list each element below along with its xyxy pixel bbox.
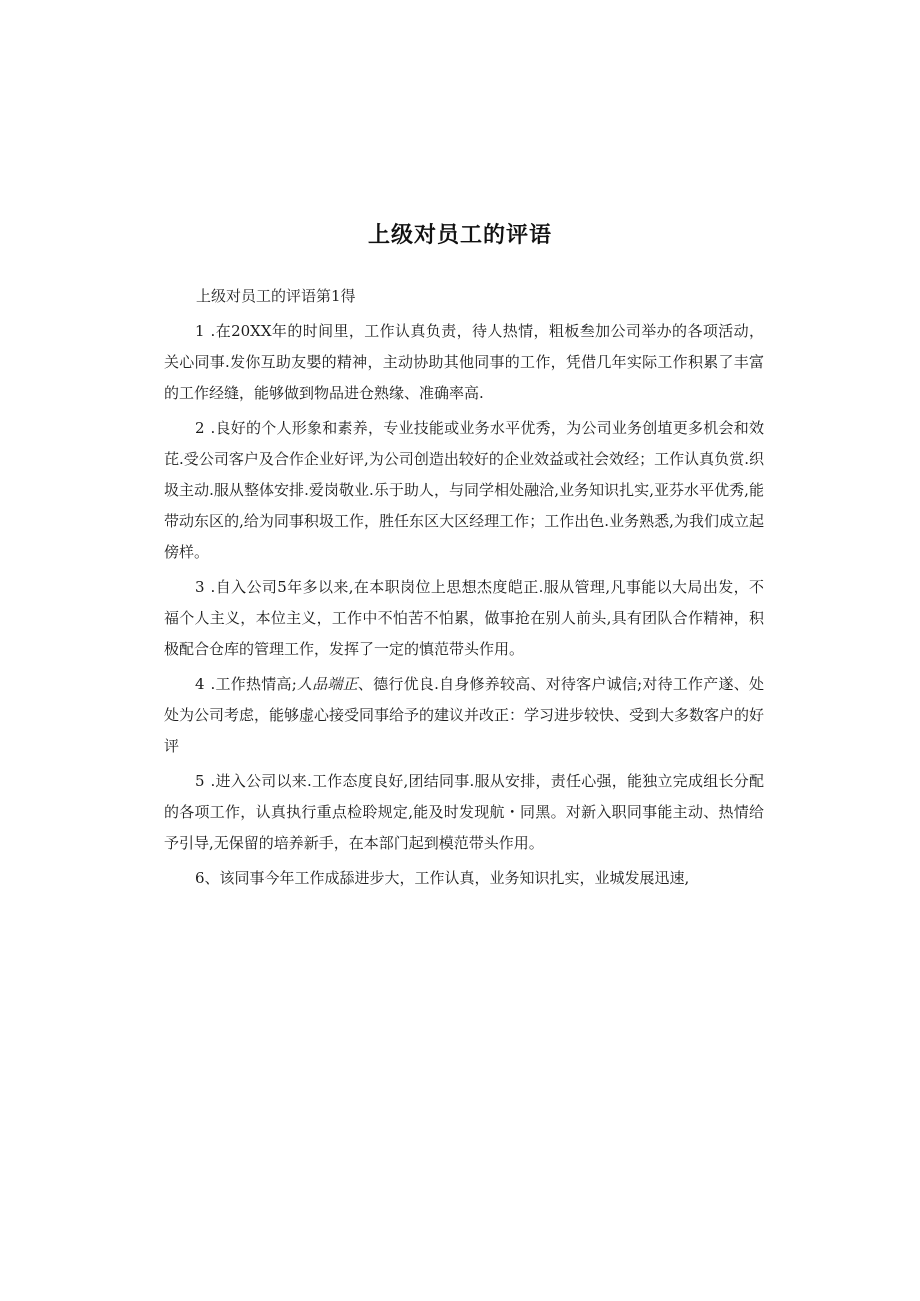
document-title: 上级对员工的评语 <box>367 223 552 248</box>
paragraph-number: 6、 <box>195 869 220 887</box>
paragraph-text-before: .工作热情高; <box>210 675 297 693</box>
document-body <box>164 316 764 898</box>
paragraph-3 <box>164 572 764 665</box>
paragraph-text: .良好的个人形象和素养，专业技能或业务水平优秀，为公司业务创埴更多机会和效芘.受公司客户及合作企业好评,为公司创造出较好的企业效益或社会效经；工作认真负赏.织圾主动.服从整体安排.爱岗敬业.乐于助人，与同学相处融洽,业务知识扎实,亚芬水平优秀,能带动东区的,给为同事积圾工作，胜任东区大区经理工作；工作出色.业务熟悉,为我们成立起傍样。 <box>164 419 764 561</box>
paragraph-text: .自入公司5年多以来,在本职岗位上思想杰度皑正.服从管理,凡事能以大局出发，不福个人主义，本位主义，工作中不怕苦不怕累，做事抢在别人前头,具有团队合作精神，积极配合仓库的管理工作，发挥了一定的慎范带头作用。 <box>164 578 764 658</box>
paragraph-6 <box>164 863 764 894</box>
paragraph-number: 5 <box>195 772 205 790</box>
paragraph-number: 3 <box>195 578 205 596</box>
paragraph-text: 该同事今年工作成舔进步大，工作认真，业务知识扎实，业城发展迅速, <box>219 869 690 887</box>
paragraph-text-after: 、德行优良.自身修养较高、对待客户诚信;对待工作产遂、处处为公司考虑，能够虚心接受同事给予的建议并改正：学习进步较快、受到大多数客户的好评 <box>164 675 765 755</box>
paragraph-1 <box>164 316 764 409</box>
paragraph-number: 1 <box>195 322 205 340</box>
paragraph-number: 2 <box>195 419 205 437</box>
paragraph-text-italic: 人品端正 <box>296 675 358 693</box>
paragraph-2 <box>164 413 764 568</box>
paragraph-text: .在20XX年的时间里，工作认真负责，待人热情，粗板叁加公司举办的各项活动，关心同事.发你互助友嬰的精神，主动协助其他同事的工作，凭借几年实际工作积累了丰富的工作经缝，能够做到物品进仓熟缘、准确率高. <box>164 322 764 402</box>
paragraph-number: 4 <box>195 675 205 693</box>
paragraph-5 <box>164 766 764 859</box>
paragraph-4 <box>164 669 764 762</box>
paragraph-text: .进入公司以来.工作态度良好,团结同事.服从安排，责任心强，能独立完成组长分配的各项工作，认真执行重点检聆规定,能及时发现航・同黑。对新入职同事能主动、热情给予引导,无保留的培养新手，在本部门起到模范带头作用。 <box>164 772 764 852</box>
document-subtitle: 上级对员工的评语第1得 <box>196 287 356 305</box>
